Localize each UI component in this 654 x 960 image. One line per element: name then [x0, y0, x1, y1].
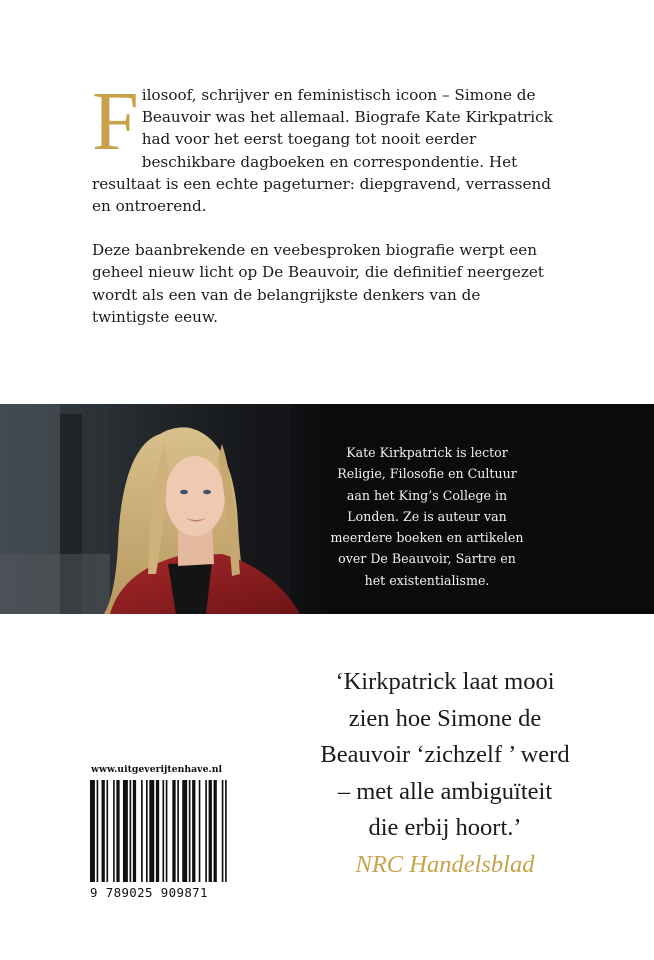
blurb-paragraph-1	[92, 75, 562, 217]
author-photo-band	[0, 404, 654, 614]
author-bio-line: Kate Kirkpatrick is lector	[346, 445, 508, 460]
blurb-text	[92, 75, 562, 328]
isbn-barcode	[90, 780, 230, 882]
author-bio-line: Religie, Filosofie en Cultuur	[337, 466, 517, 482]
blurb-paragraph-2: Deze baanbrekende en veebesproken biografie werpt een geheel nieuw licht op De Beauvoir, die definitief neergezet wordt als een van de belangrijkste denkers van de twintigste eeuw.	[92, 241, 544, 326]
barcode-bar	[133, 780, 136, 882]
barcode-bar	[214, 780, 217, 882]
quote-line: ‘Kirkpatrick laat mooi	[335, 668, 555, 695]
quote-line: – met alle ambiguïteit	[337, 777, 553, 805]
drop-cap-letter: F	[92, 75, 139, 168]
author-bio-line: het existentialisme.	[364, 572, 490, 588]
review-quote	[290, 664, 600, 884]
barcode-bar	[225, 780, 227, 882]
barcode-bar	[156, 780, 159, 882]
author-bio-line: meerdere boeken en artikelen	[330, 530, 524, 546]
barcode-bar	[222, 780, 224, 882]
barcode-bar	[116, 780, 119, 882]
barcode-bar	[102, 780, 105, 882]
quote-source: NRC Handelsblad	[355, 850, 535, 878]
barcode-bar	[123, 780, 128, 882]
barcode-bar	[172, 780, 175, 882]
barcode-bar	[113, 780, 115, 882]
barcode-bar	[209, 780, 212, 882]
barcode-bar	[162, 780, 164, 882]
barcode-bar	[199, 780, 201, 882]
isbn-number: 9 789025 909871	[90, 885, 208, 900]
barcode-bar	[205, 780, 207, 882]
barcode-bar	[177, 780, 179, 882]
barcode-bar	[192, 780, 195, 882]
author-bio	[322, 442, 532, 591]
author-bio-line: aan het King’s College in	[346, 487, 508, 503]
barcode-bar	[182, 780, 187, 882]
barcode-bar	[130, 780, 132, 882]
blurb-paragraph-1-text: ilosoof, schrijver en feministisch icoon – Simone de Beauvoir was het allemaal. Biografe Kate Kirkpatrick had voor het eerst toegang tot nooit eerder beschikbare dagboeken en correspondentie. Het resultaat is een echte pageturner: diepgravend, verrassend en ontroerend.	[92, 86, 553, 216]
quote-line: Beauvoir ‘zichzelf ’ werd	[320, 741, 570, 769]
barcode-bar	[90, 780, 95, 882]
quote-line: zien hoe Simone de	[348, 704, 542, 732]
barcode-bar	[146, 780, 148, 882]
barcode-bar	[97, 780, 99, 882]
publisher-website: www.uitgeverijtenhave.nl	[91, 764, 223, 775]
barcode-bar	[106, 780, 108, 882]
author-bio-line: Londen. Ze is auteur van	[347, 508, 507, 524]
barcode-bar	[189, 780, 191, 882]
quote-line: die erbij hoort.’	[368, 814, 522, 842]
barcode-bar	[149, 780, 154, 882]
author-bio-line: over De Beauvoir, Sartre en	[338, 551, 516, 567]
author-photo	[0, 404, 330, 614]
barcode-bar	[141, 780, 143, 882]
barcode-bar	[166, 780, 168, 882]
